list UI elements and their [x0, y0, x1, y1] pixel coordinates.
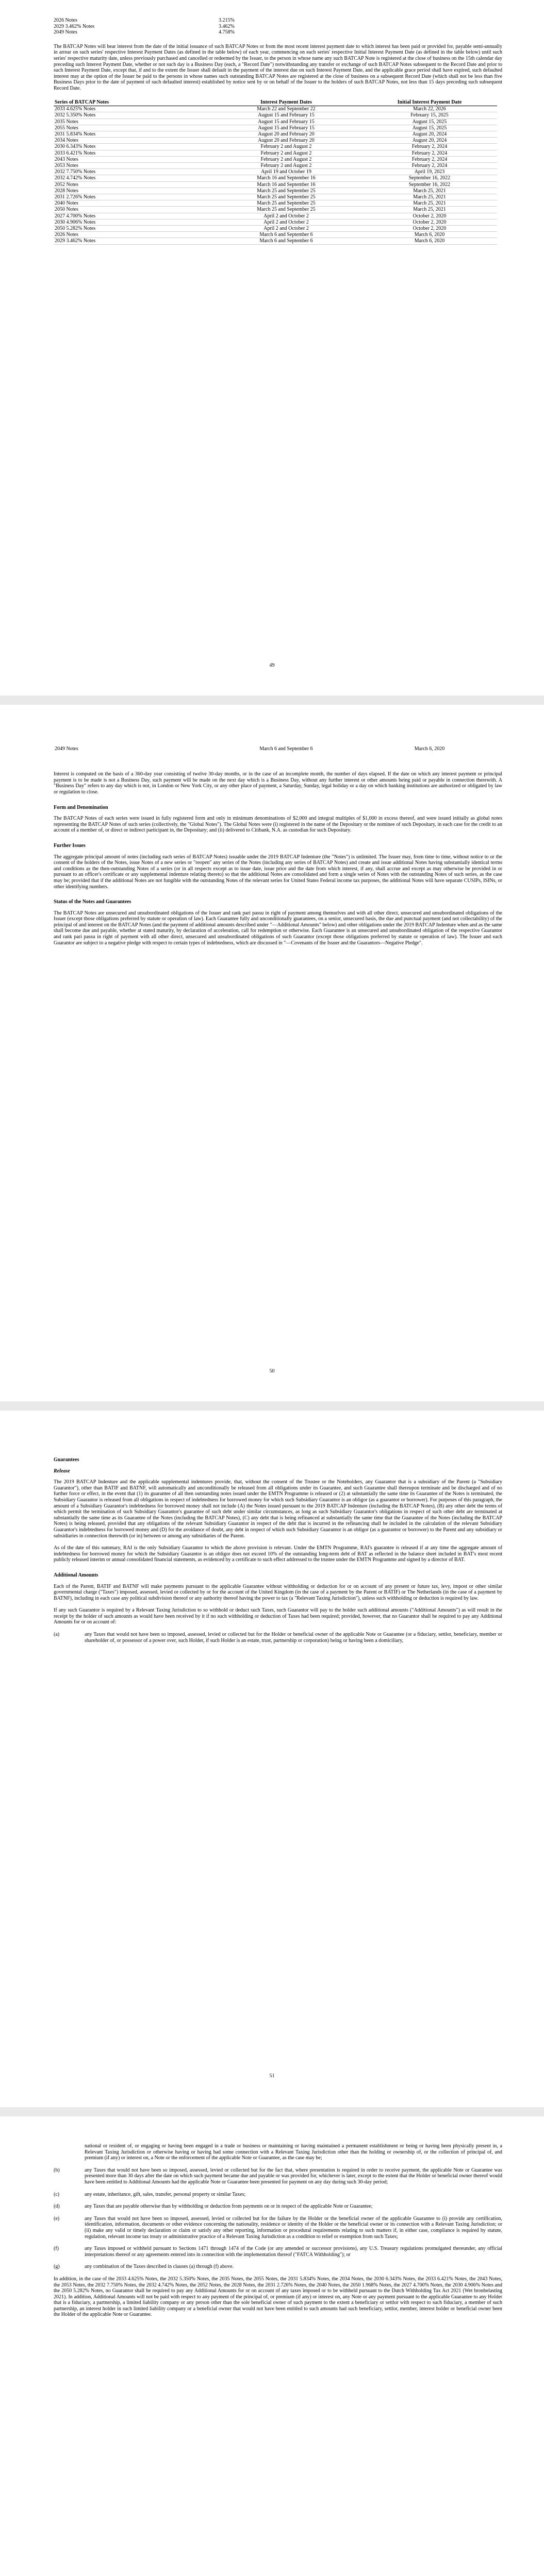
table-row — [54, 112, 497, 118]
list-item — [54, 2192, 502, 2198]
interest-payment-table — [54, 99, 497, 245]
list-item — [54, 1632, 502, 1643]
payment-dates-cell: February 2 and August 2 — [210, 144, 362, 150]
coupon-rate-list — [54, 18, 502, 36]
payment-dates-cell: March 25 and September 25 — [210, 200, 362, 207]
series-cell: 2032 5.350% Notes — [54, 112, 210, 118]
list-item — [54, 2204, 502, 2210]
series-cell: 2035 Notes — [54, 118, 210, 125]
payment-dates-cell: March 22 and September 22 — [210, 106, 362, 112]
initial-date-cell: February 15, 2025 — [362, 112, 497, 118]
table-row — [54, 181, 497, 188]
item-label: (c) — [54, 2191, 60, 2197]
status-paragraph: The BATCAP Notes are unsecured and unsubordinated obligations of the Issuer and rank pari passu in right of payment among themselves and with all other direct, unsecured and unsubordinated obligations of the Issuer (except those obligations preferred by statute or operation of law). Each Guarantee fully and unconditionally guarantees, on a senior, unsecured basis, the due and punctual payment (and not collectability) of the principal of and interest on the BATCAP Notes (and the payment of additional amounts described under "—Additional Amounts" below) and other obligations under the 2019 BATCAP Indenture when and as the same shall become due and payable, whether at stated maturity, by declaration of acceleration, call for redemption or otherwise. Each Guarantee is an unsecured and unsubordinated obligation of the respective Guarantor and rank pari passu in right of payment with all other direct, unsecured and unsubordinated obligations of such Guarantor (except those obligations preferred by statute or operation of law). The Issuer and each Guarantor are subject to a negative pledge with respect to certain types of indebtedness, which are discussed in "—Covenants of the Issuer and the Guarantors—Negative Pledge". — [54, 910, 502, 946]
page-52-content — [54, 2143, 502, 2318]
initial-date-cell: March 25, 2021 — [362, 194, 497, 200]
list-item — [54, 2246, 502, 2258]
form-denomination-heading: Form and Denomination — [54, 804, 108, 810]
initial-date-cell: March 22, 2026 — [362, 106, 497, 112]
note-series: 2029 3.462% Notes — [54, 23, 95, 29]
page-50-content — [54, 746, 502, 946]
payment-dates-cell: April 2 and October 2 — [210, 225, 362, 231]
release-paragraph-2: As of the date of this summary, RAI is the only Subsidiary Guarantor to which the above provision is relevant. Under the EMTN Programme, RAI's guarantee is released if at any time the aggregate amount of indebtedness for borrowed money for which the Subsidiary Guarantor is an obligor does not exceed 10% of the outstanding long-term debt of BAT as reflected in the balance sheet included in BAT's most recent publicly released interim or annual consolidated financial statements, as evidenced by a certificate to such effect addressed to the trustee under the EMTN Programme and signed by a director of BAT. — [54, 1545, 502, 1563]
initial-date-cell: April 19, 2023 — [362, 169, 497, 175]
initial-date-cell: August 15, 2025 — [362, 118, 497, 125]
series-cell: 2043 Notes — [54, 156, 210, 162]
series-cell: 2029 3.462% Notes — [54, 238, 210, 244]
coupon-rate: 3.215% — [219, 18, 235, 23]
table-row — [54, 169, 497, 175]
additional-amounts-paragraph-2: If any such Guarantor is required by a Relevant Taxing Jurisdiction to so withhold or deduct such Taxes, such Guarantor will pay to the holder such additional amounts ("Additional Amounts") as will result in the receipt by the holder of such amounts as would have been received by it if no such withholding or deduction of Taxes had been required; provided, however, that no Guarantor shall be required to pay any Additional Amounts for or on account of: — [54, 1607, 502, 1625]
item-text: any Taxes imposed or withheld pursuant to Sections 1471 through 1474 of the Code (or any amended or successor provisions), any U.S. Treasury regulations promulgated thereunder, any official interpretations thereof or any agreements entered into in connection with the implementation thereof ("FATCA Withholding"); or — [85, 2246, 502, 2258]
item-text: any Taxes that would not have been so imposed, assessed, levied or collected but for the failure by the Holder or the beneficial owner of the applicable Guarantee to (i) provide any certification, identification, information, documents or other evidence concerning the nationality, residence or identity of the Holder or the beneficial owner or its connection with a Relevant Taxing Jurisdiction; or (ii) make any valid or timely declaration or claim or satisfy any other reporting, information or procedural requirements relating to such matters if, in either case, compliance is required by statute, regulation, relevant income tax treaty or administrative practice of a Relevant Taxing Jurisdiction as a condition to relief or exemption from such Taxes; — [85, 2215, 502, 2240]
guarantees-heading: Guarantees — [54, 1457, 79, 1463]
release-heading: Release — [54, 1468, 70, 1474]
series-cell: 2026 Notes — [54, 232, 210, 238]
item-text: national or resident of, or engaging or having been engaged in a trade or business or maintaining or having maintained a permanent establishment or being or having been physically present in, a Relevant Taxing Jurisdiction or otherwise having or having had some connection with a Relevant Taxing Jurisdiction other than the holding or ownership of, or the collection of principal of, and premium (if any) or interest on, a Note or the enforcement of the applicable Note or Guarantee, as the case may be; — [85, 2143, 502, 2161]
note-series: 2049 Notes — [54, 29, 77, 36]
table-row — [54, 125, 497, 131]
release-paragraph-1: The 2019 BATCAP Indenture and the applicable supplemental indentures provide, that, without the consent of the Trustee or the Noteholders, any Guarantor that is a subsidiary of the Parent (a "Subsidiary Guarantor"), other than BATIF and BATNF, will automatically and unconditionally be released from all obligations under its Guarantee, and such Guarantee shall thereupon terminate and be discharged and of no further force or effect, in the event that (1) its guarantee of all then outstanding notes issued under the EMTN Programme is released or (2) at substantially the same time its Guarantee of the Notes is terminated, the Subsidiary Guarantor is released from all obligations in respect of indebtedness for borrowed money for which such Subsidiary Guarantor is an obligor (as a guarantor or borrower). For purposes of this paragraph, the amount of a Subsidiary Guarantor's indebtedness for borrowed money shall not include (A) the Notes issued pursuant to the 2019 BATCAP Indenture (including the BATCAP Notes), (B) any other debt the terms of which permit the termination of such Subsidiary Guarantor's guarantee of such debt under similar circumstances, as long as such Subsidiary Guarantor's obligations in respect of such other debt are terminated at substantially the same time as its Guarantee of the Notes (including the BATCAP Notes), (C) any debt that is being refinanced at substantially the same time that the Guarantee of the Notes (including the BATCAP Notes) is being released, provided that any obligations of the relevant Subsidiary Guarantor in respect of the debt that is incurred in the refinancing shall be included in the calculation of the relevant Subsidiary Guarantor's indebtedness for borrowed money and (D) for the avoidance of doubt, any debt in respect of which such Subsidiary Guarantor is an obligor (as a guarantor or borrower) to the Parent and any subsidiary or subsidiaries in connection therewith (or in) between or among any subsidiaries of the Parent. — [54, 1479, 502, 1539]
page-separator — [0, 2107, 544, 2116]
payment-dates-cell: August 20 and February 20 — [210, 138, 362, 144]
table-row — [54, 150, 497, 156]
list-item — [54, 2264, 502, 2270]
item-text: any Taxes that would not have been so imposed, assessed, levied or collected but for the Holder or beneficial owner of the applicable Note or Guarantee (or a fiduciary, settlor, beneficiary, member or shareholder of, or possessor of a power over, such Holder, if such Holder is an estate, trust, partnership or corporation) being or having been a domiciliary, — [85, 1632, 502, 1643]
coupon-rate-row — [54, 29, 502, 36]
table-row — [54, 207, 497, 213]
initial-date-cell: March 25, 2021 — [362, 207, 497, 213]
initial-date-cell: March 6, 2020 — [414, 746, 445, 752]
series-cell: 2031 5.834% Notes — [54, 131, 210, 137]
coupon-rate-row — [54, 24, 502, 30]
initial-date-cell: September 16, 2022 — [362, 181, 497, 188]
initial-date-cell: October 2, 2020 — [362, 219, 497, 225]
exclusion-list — [54, 2161, 502, 2270]
series-cell: 2055 Notes — [54, 125, 210, 131]
series-cell: 2049 Notes — [55, 746, 78, 752]
document-page-52 — [0, 2116, 544, 2576]
payment-dates-cell: August 15 and February 15 — [210, 112, 362, 118]
table-header-initial-date: Initial Interest Payment Date — [362, 99, 497, 106]
series-cell: 2052 Notes — [54, 181, 210, 188]
table-header-payment-dates: Interest Payment Dates — [210, 99, 362, 106]
initial-date-cell: February 2, 2024 — [362, 162, 497, 168]
table-row — [54, 175, 497, 181]
series-cell: 2033 4.625% Notes — [54, 106, 210, 112]
table-row — [54, 162, 497, 168]
page-separator — [0, 696, 544, 705]
payment-dates-cell: March 16 and September 16 — [210, 175, 362, 181]
dutch-withholding-paragraph: In addition, in the case of the 2033 4.625% Notes, the 2032 5.350% Notes, the 2035 Notes, the 2055 Notes, the 2031 5.834% Notes, the 2034 Notes, the 2030 6.343% Notes, the 2033 6.421% Notes, the 2043 Notes, the 2053 Notes, the 2032 7.750% Notes, the 2032 4.742% Notes, the 2052 Notes, the 2028 Notes, the 2031 2.726% Notes, the 2040 Notes, the 2050 1.968% Notes, the 2027 4.700% Notes, the 2030 4.906% Notes and the 2050 5.282% Notes, no Guarantor shall be required to pay any Additional Amounts for or on account of any taxes imposed or to be withheld pursuant to the Dutch Withholding Tax Act 2021 (Wet bronbelasting 2021). In addition, Additional Amounts will not be paid with respect to any payment of the principal of, or premium (if any) or interest on, any Note or any payment pursuant to the applicable Guarantee to any Holder that is a fiduciary, a partnership, a limited liability company or any person other than the sole beneficial owner of such payment to the extent a beneficiary or settlor with respect to such fiduciary, a member of such partnership, an interest holder in such limited liability company or a beneficial owner that would not have been entitled to such amounts had such beneficiary, settlor, member, interest holder or beneficial owner been the Holder of the applicable Note or Guarantee. — [54, 2276, 502, 2318]
series-cell: 2028 Notes — [54, 188, 210, 194]
table-row — [54, 131, 497, 137]
payment-dates-cell: March 16 and September 16 — [210, 181, 362, 188]
item-text: any Taxes that are payable otherwise than by withholding or deduction from payments on or in respect of the applicable Note or Guarantee; — [85, 2204, 373, 2210]
table-row — [54, 200, 497, 207]
payment-dates-cell: March 25 and September 25 — [210, 194, 362, 200]
item-text: any estate, inheritance, gift, sales, transfer, personal property or similar Taxes; — [85, 2191, 246, 2197]
table-row — [54, 238, 497, 244]
page-number: 51 — [269, 2073, 275, 2079]
document-page-49 — [0, 0, 544, 696]
payment-dates-cell: August 15 and February 15 — [210, 125, 362, 131]
initial-date-cell: February 2, 2024 — [362, 156, 497, 162]
table-row — [54, 746, 497, 752]
page-separator — [0, 1401, 544, 1411]
table-header-row — [54, 99, 497, 106]
table-row — [54, 232, 497, 238]
initial-date-cell: February 2, 2024 — [362, 144, 497, 150]
document-page-50 — [0, 705, 544, 1401]
payment-dates-cell: August 20 and February 20 — [210, 131, 362, 137]
item-text: any Taxes that would not have been so imposed, assessed, levied or collected but for the fact that, where presentation is required in order to receive payment, the applicable Note or Guarantee was presented more than 30 days after the date on which such payment became due and payable or was provided for, whichever is later, except to the extent that the Holder or beneficial owner thereof would have been entitled to Additional Amounts had the applicable Note or Guarantee been presented for payment on any day during such 30-day period; — [85, 2167, 502, 2185]
initial-date-cell: August 20, 2024 — [362, 138, 497, 144]
series-cell: 2034 Notes — [54, 138, 210, 144]
initial-date-cell: September 16, 2022 — [362, 175, 497, 181]
item-label: (e) — [54, 2215, 60, 2222]
payment-dates-cell: April 19 and October 19 — [210, 169, 362, 175]
series-cell: 2033 6.421% Notes — [54, 150, 210, 156]
payment-dates-cell: August 15 and February 15 — [210, 118, 362, 125]
additional-amounts-paragraph-1: Each of the Parent, BATIF and BATNF will make payments pursuant to the applicable Guarantee without withholding or deduction for or on account of any present or future tax, levy, impost or other similar governmental charge ("Taxes") imposed, assessed, levied or collected by or for the account of the United Kingdom (in the case of a payment by the Parent or BATIF) or The Netherlands (in the case of a payment by BATNF), including in each case any political subdivision thereof or any authority thereof having the power to tax (a "Relevant Taxing Jurisdiction"), unless such withholding or deduction is required by law. — [54, 1583, 502, 1601]
table-row — [54, 138, 497, 144]
interest-payment-paragraph: The BATCAP Notes will bear interest from the date of the initial issuance of such BATCAP Notes or from the most recent interest payment date to which interest has been paid or provided for, payable semi-annually in arrear on such series' respective Interest Payment Dates (as defined in the table below) of each year, commencing on each series' respective Initial Interest Payment Date (as defined in the table below) until such series' respective maturity date, unless previously purchased and cancelled or redeemed by the Issuer, to the person in whose name any such BATCAP Note is registered at the close of business on the 15th calendar day preceding such Interest Payment Date, whether or not such day is a Business Day (each, a "Record Date") notwithstanding any transfer or exchange of such BATCAP Notes subsequent to the Record Date and prior to such Interest Payment Date, except that, if and to the extent the Issuer shall default in the payment of the interest due on such Interest Payment Date, and the applicable grace period shall have expired, such defaulted interest may at the option of the Issuer be paid to the persons in whose names such outstanding BATCAP Notes are registered at the close of business on a subsequent Record Date (which shall not be less than five Business Days prior to the date of payment of such defaulted interest) established by notice sent by or on behalf of the Issuer to the holders of such BATCAP Notes, not less than 15 days preceding such subsequent Record Date. — [54, 43, 502, 91]
payment-dates-cell: April 2 and October 2 — [210, 213, 362, 219]
series-cell: 2027 4.700% Notes — [54, 213, 210, 219]
initial-date-cell: October 2, 2020 — [362, 213, 497, 219]
document-page-51 — [0, 1411, 544, 2107]
table-row — [54, 188, 497, 194]
item-label: (a) — [54, 1632, 60, 1638]
payment-dates-cell: March 6 and September 6 — [210, 232, 362, 238]
initial-date-cell: October 2, 2020 — [362, 225, 497, 231]
payment-dates-cell: April 2 and October 2 — [210, 219, 362, 225]
initial-date-cell: February 2, 2024 — [362, 150, 497, 156]
coupon-rate: 3.462% — [219, 23, 235, 29]
form-denomination-paragraph: The BATCAP Notes of each series were issued in fully registered form and only in minimum denominations of $2,000 and integral multiples of $1,000 in excess thereof, and were issued initially as global notes representing the BATCAP Notes of such series (collectively, the "Global Notes"). The Global Notes were (i) registered in the name of the Depositary or the nominee of such Depositary, in each case for the credit to an account of a member of, or direct or indirect participant in, the Depositary; and (ii) delivered to Citibank, N.A. as custodian for such Depositary. — [54, 816, 502, 834]
coupon-rate-row — [54, 18, 502, 24]
item-label: (f) — [54, 2246, 59, 2252]
payment-dates-cell: March 25 and September 25 — [210, 207, 362, 213]
table-header-series: Series of BATCAP Notes — [54, 99, 210, 106]
page-51-content — [54, 1457, 502, 1643]
page-number: 50 — [269, 1368, 275, 1374]
series-cell: 2030 4.906% Notes — [54, 219, 210, 225]
series-cell: 2032 7.750% Notes — [54, 169, 210, 175]
table-row — [54, 194, 497, 200]
interest-payment-table-continued — [54, 746, 497, 752]
page-number: 49 — [269, 663, 275, 668]
payment-dates-cell: March 6 and September 6 — [210, 238, 362, 244]
initial-date-cell: August 15, 2025 — [362, 125, 497, 131]
initial-date-cell: March 25, 2021 — [362, 200, 497, 207]
series-cell: 2050 Notes — [54, 207, 210, 213]
page-49-content — [54, 18, 502, 245]
series-cell: 2040 Notes — [54, 200, 210, 207]
table-row — [54, 156, 497, 162]
payment-dates-cell: March 6 and September 6 — [259, 746, 313, 752]
series-cell: 2031 2.726% Notes — [54, 194, 210, 200]
series-cell: 2053 Notes — [54, 162, 210, 168]
payment-dates-cell: March 25 and September 25 — [210, 188, 362, 194]
table-row — [54, 213, 497, 219]
series-cell: 2050 5.282% Notes — [54, 225, 210, 231]
series-cell: 2030 6.343% Notes — [54, 144, 210, 150]
payment-dates-cell: February 2 and August 2 — [210, 150, 362, 156]
interest-calculation-paragraph: Interest is computed on the basis of a 360-day year consisting of twelve 30-day months, or in the case of an incomplete month, the number of days elapsed. If the date on which any interest payment or principal payment is to be made is not a Business Day, such payment will be made on the next day which is a Business Day, without any further interest or other amounts being paid or payable in connection therewith. A "Business Day" refers to any day which is not, in London or New York City, or any other place of payment, a Saturday, Sunday, legal holiday or a day on which banking institutions are authorized or obligated by law or regulation to close. — [54, 771, 502, 795]
status-heading: Status of the Notes and Guarantees — [54, 899, 131, 905]
initial-date-cell: March 6, 2020 — [362, 238, 497, 244]
payment-dates-cell: February 2 and August 2 — [210, 156, 362, 162]
table-row — [54, 225, 497, 231]
initial-date-cell: March 25, 2021 — [362, 188, 497, 194]
table-row — [54, 144, 497, 150]
payment-dates-cell: February 2 and August 2 — [210, 162, 362, 168]
table-row — [54, 106, 497, 112]
item-text: any combination of the Taxes described in clauses (a) through (f) above. — [85, 2264, 234, 2270]
table-row — [54, 219, 497, 225]
list-item — [54, 2167, 502, 2185]
list-item-continued — [54, 2143, 502, 2161]
item-label: (g) — [54, 2264, 60, 2270]
initial-date-cell: August 20, 2024 — [362, 131, 497, 137]
table-row — [54, 118, 497, 125]
initial-date-cell: March 6, 2020 — [362, 232, 497, 238]
note-series: 2026 Notes — [54, 18, 77, 23]
item-label: (b) — [54, 2167, 60, 2173]
series-cell: 2032 4.742% Notes — [54, 175, 210, 181]
further-issues-paragraph: The aggregate principal amount of notes (including each series of BATCAP Notes) issuable under the 2019 BATCAP Indenture (the "Notes") is unlimited. The Issuer may, from time to time, without notice to or the consent of the holders of the Notes, issue Notes of a new series or "reopen" any series of the Notes (including any series of BATCAP Notes) and create and issue additional Notes having substantially identical terms and conditions as the then-outstanding Notes of a series (or in all respects except as to issue date, issue price and the date from which interest, if any, shall accrue and except as may otherwise be provided in or pursuant to an officer's certificate or any supplemental indenture relating thereto) so that the additional Notes are consolidated and form a single series of Notes with the outstanding Notes of such series, as the case may be; provided that if the additional Notes are not fungible with the outstanding Notes of the relevant series for United States Federal income tax purposes, the additional Notes will have separate CUSIPs, ISINs, or other identifying numbers. — [54, 854, 502, 890]
further-issues-heading: Further Issues — [54, 842, 86, 849]
additional-amounts-heading: Additional Amounts — [54, 1572, 98, 1578]
item-label: (d) — [54, 2204, 60, 2210]
coupon-rate: 4.758% — [219, 29, 235, 36]
list-item — [54, 2216, 502, 2240]
